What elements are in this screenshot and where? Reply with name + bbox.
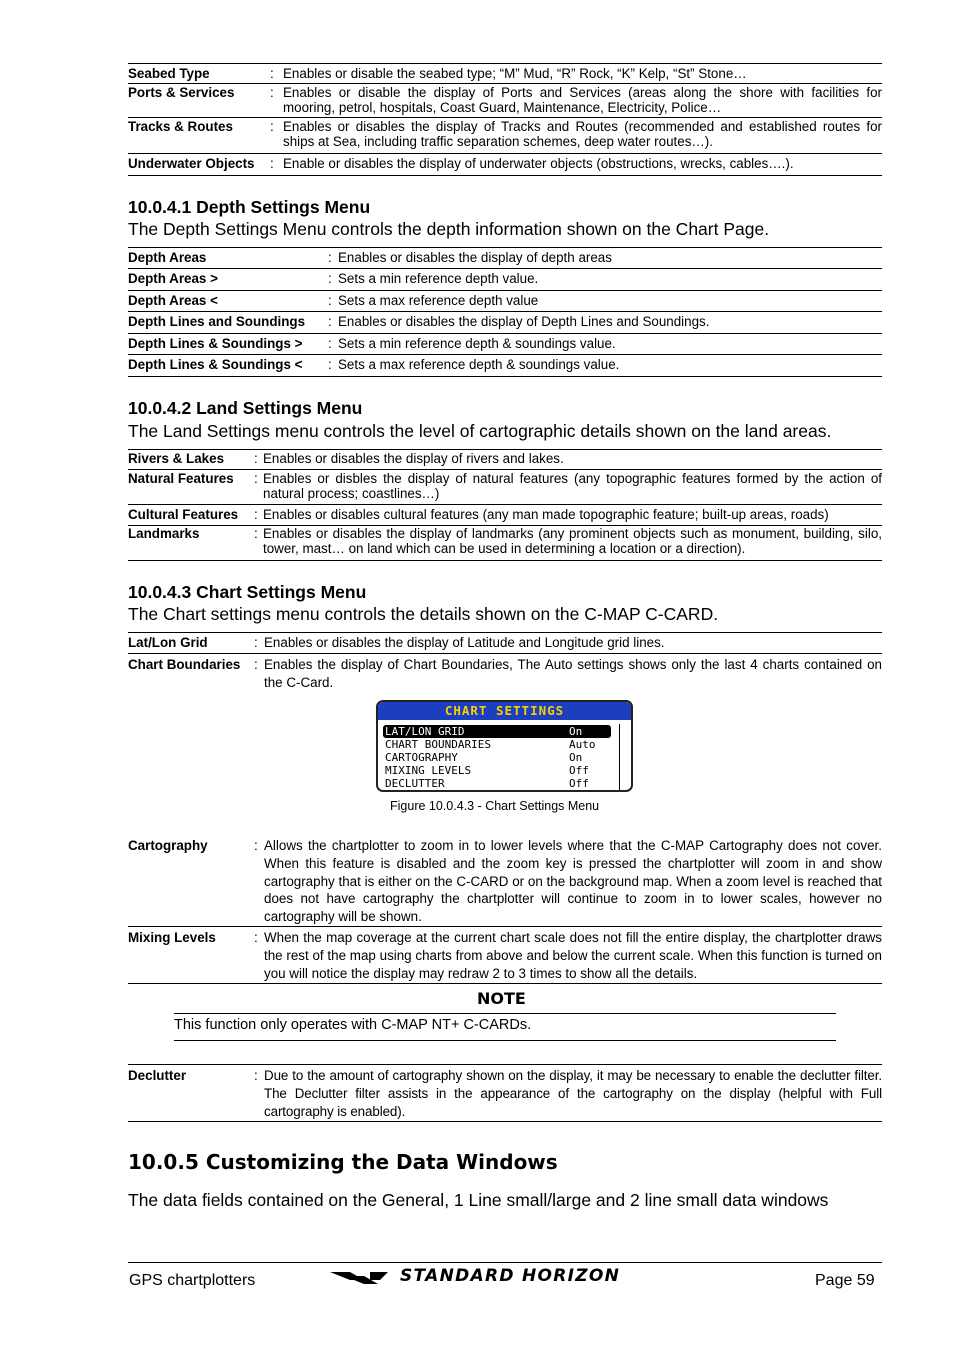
rule	[128, 653, 882, 654]
rule	[128, 268, 882, 269]
colon: :	[328, 314, 332, 329]
rule	[128, 1121, 882, 1122]
description: Due to the amount of cartography shown on the display, it may be necessary to enable the declutter filter. The Declutter filter assists in the appearance of the cartography on the display (helpful with Full cartography is enabled).	[264, 1068, 882, 1119]
term: Lat/Lon Grid	[128, 635, 208, 650]
colon: :	[254, 635, 258, 650]
rule	[128, 469, 882, 470]
section-intro: The Land Settings menu controls the level of cartographic details shown on the land areas.	[128, 421, 832, 441]
menu-item-cartography[interactable]	[383, 751, 611, 764]
term: Seabed Type	[128, 66, 210, 81]
description: Enable or disables the display of underwater objects (obstructions, wrecks, cables….).	[283, 156, 794, 171]
term: Chart Boundaries	[128, 657, 241, 672]
menu-item-label: LAT/LON GRID	[385, 725, 465, 738]
colon: :	[328, 357, 332, 372]
rule	[128, 83, 882, 84]
menu-item-lat-lon-grid[interactable]	[383, 725, 611, 738]
menu-item-label: DECLUTTER	[385, 777, 445, 790]
rule	[128, 1064, 882, 1065]
colon: :	[254, 471, 258, 486]
rule	[128, 175, 882, 176]
screen-title: CHART SETTINGS	[378, 702, 631, 720]
rule	[128, 333, 882, 334]
description: Enables or disable the seabed type; “M” Mud, “R” Rock, “K” Kelp, “St” Stone…	[283, 66, 747, 81]
colon: :	[328, 271, 332, 286]
rule	[128, 290, 882, 291]
term: Depth Lines & Soundings <	[128, 357, 303, 372]
chart-settings-screen	[376, 700, 633, 792]
description: Sets a max reference depth value	[338, 293, 539, 308]
brand-logo	[330, 1266, 690, 1288]
colon: :	[254, 657, 258, 672]
rule	[128, 153, 882, 154]
menu-item-label: MIXING LEVELS	[385, 764, 472, 777]
colon: :	[254, 838, 258, 853]
rule	[128, 311, 882, 312]
colon: :	[254, 1068, 258, 1083]
description: Enables or disables the display of rivers and lakes.	[263, 451, 564, 466]
section-heading-large: 10.0.5 Customizing the Data Windows	[128, 1150, 558, 1174]
description: Allows the chartplotter to zoom in to lower levels where that the C-MAP Cartography does not cover. When this feature is disabled and the zoom key is pressed the chartplotter will zoom in and show cartography that is either on the C-CARD or on the background map. When a zoom level is reached that does not have cartography the chartplotter will continue to zoom in to lower scales, however no cartography will be shown.	[264, 838, 882, 925]
colon: :	[328, 336, 332, 351]
description: Sets a min reference depth value.	[338, 271, 539, 286]
term: Depth Lines & Soundings >	[128, 336, 303, 351]
description: Enables or disables the display of Tracks and Routes (recommended and established routes for ships at Sea, including traffic separation schemes, deep water routes…).	[283, 119, 882, 149]
page-number: Page 59	[815, 1272, 875, 1289]
rule	[128, 504, 882, 505]
colon: :	[270, 119, 274, 134]
description: Enables or disables cultural features (any man made topographic feature; built-up areas, roads)	[263, 507, 829, 522]
rule	[128, 117, 882, 118]
term: Rivers & Lakes	[128, 451, 225, 466]
term: Depth Areas <	[128, 293, 218, 308]
section-heading: 10.0.4.3 Chart Settings Menu	[128, 582, 367, 602]
description: Enables or disables the display of Depth Lines and Soundings.	[338, 314, 710, 329]
term: Depth Areas >	[128, 271, 218, 286]
description: Enables the display of Chart Boundaries, The Auto settings shows only the last 4 charts contained on the C-Card.	[264, 657, 882, 690]
term: Declutter	[128, 1068, 187, 1083]
figure-caption: Figure 10.0.4.3 - Chart Settings Menu	[390, 799, 600, 813]
description: When the map coverage at the current chart scale does not fill the entire display, the chartplotter draws the rest of the map using charts from above and below the current scale. When this function is turned on you will notice the display may redraw 2 to 3 times to show all the details.	[264, 930, 882, 981]
colon: :	[270, 156, 274, 171]
rule	[128, 449, 882, 450]
menu-item-value: Auto	[569, 738, 596, 751]
screen-scrollbar	[619, 724, 627, 790]
note-text: This function only operates with C-MAP NT+ C-CARDs.	[174, 1017, 532, 1033]
term: Ports & Services	[128, 85, 235, 100]
note-title: NOTE	[477, 989, 526, 1008]
colon: :	[328, 250, 332, 265]
rule	[128, 926, 882, 927]
colon: :	[254, 930, 258, 945]
rule	[128, 632, 882, 633]
section-heading: 10.0.4.2 Land Settings Menu	[128, 398, 363, 418]
term: Cartography	[128, 838, 208, 853]
menu-item-mixing-levels[interactable]	[383, 764, 611, 777]
description: Enables or disables the display of depth areas	[338, 250, 612, 265]
colon: :	[254, 526, 258, 541]
term: Underwater Objects	[128, 156, 255, 171]
menu-item-value: On	[569, 751, 583, 764]
term: Tracks & Routes	[128, 119, 233, 134]
colon: :	[328, 293, 332, 308]
description: Sets a min reference depth & soundings value.	[338, 336, 616, 351]
menu-item-chart-boundaries[interactable]	[383, 738, 611, 751]
menu-item-value: Off	[569, 764, 589, 777]
colon: :	[254, 507, 258, 522]
term: Mixing Levels	[128, 930, 216, 945]
term: Natural Features	[128, 471, 234, 486]
description: Sets a max reference depth & soundings value.	[338, 357, 620, 372]
menu-item-declutter[interactable]	[383, 777, 611, 790]
section-intro: The Chart settings menu controls the details shown on the C-MAP C-CARD.	[128, 604, 719, 624]
menu-item-value: On	[569, 725, 583, 738]
logo-mark-icon	[330, 1268, 400, 1288]
rule	[128, 983, 882, 984]
term: Depth Lines and Soundings	[128, 314, 306, 329]
section-intro: The Depth Settings Menu controls the depth information shown on the Chart Page.	[128, 219, 770, 239]
menu-item-label: CHART BOUNDARIES	[385, 738, 491, 751]
menu-item-value: Off	[569, 777, 589, 790]
section-heading: 10.0.4.1 Depth Settings Menu	[128, 197, 371, 217]
rule	[128, 376, 882, 377]
rule	[128, 560, 882, 561]
footer-left: GPS chartplotters	[129, 1272, 256, 1289]
menu-item-label: CARTOGRAPHY	[385, 751, 458, 764]
logo-text: STANDARD HORIZON	[400, 1266, 621, 1286]
rule	[128, 63, 882, 64]
rule	[128, 354, 882, 355]
rule	[174, 1013, 836, 1014]
colon: :	[254, 451, 258, 466]
description: Enables or disbles the display of natural features (any topographic features formed by the action of natural process; coastlines…)	[263, 471, 882, 501]
term: Landmarks	[128, 526, 200, 541]
rule	[128, 247, 882, 248]
description: Enables or disable the display of Ports and Services (areas along the shore with facilities for mooring, petrol, hospitals, Coast Guard, Maintenance, Electricity, Police…	[283, 85, 882, 115]
colon: :	[270, 85, 274, 100]
term: Cultural Features	[128, 507, 239, 522]
colon: :	[270, 66, 274, 81]
footer-rule	[128, 1262, 882, 1263]
term: Depth Areas	[128, 250, 207, 265]
rule	[174, 1040, 836, 1041]
description: Enables or disables the display of Latitude and Longitude grid lines.	[264, 635, 665, 650]
section-text: The data fields contained on the General, 1 Line small/large and 2 line small data windows	[128, 1190, 829, 1210]
description: Enables or disables the display of landmarks (any prominent objects such as monument, building, silo, tower, mast… on land which can be used in determining a location or a direction).	[263, 526, 882, 556]
